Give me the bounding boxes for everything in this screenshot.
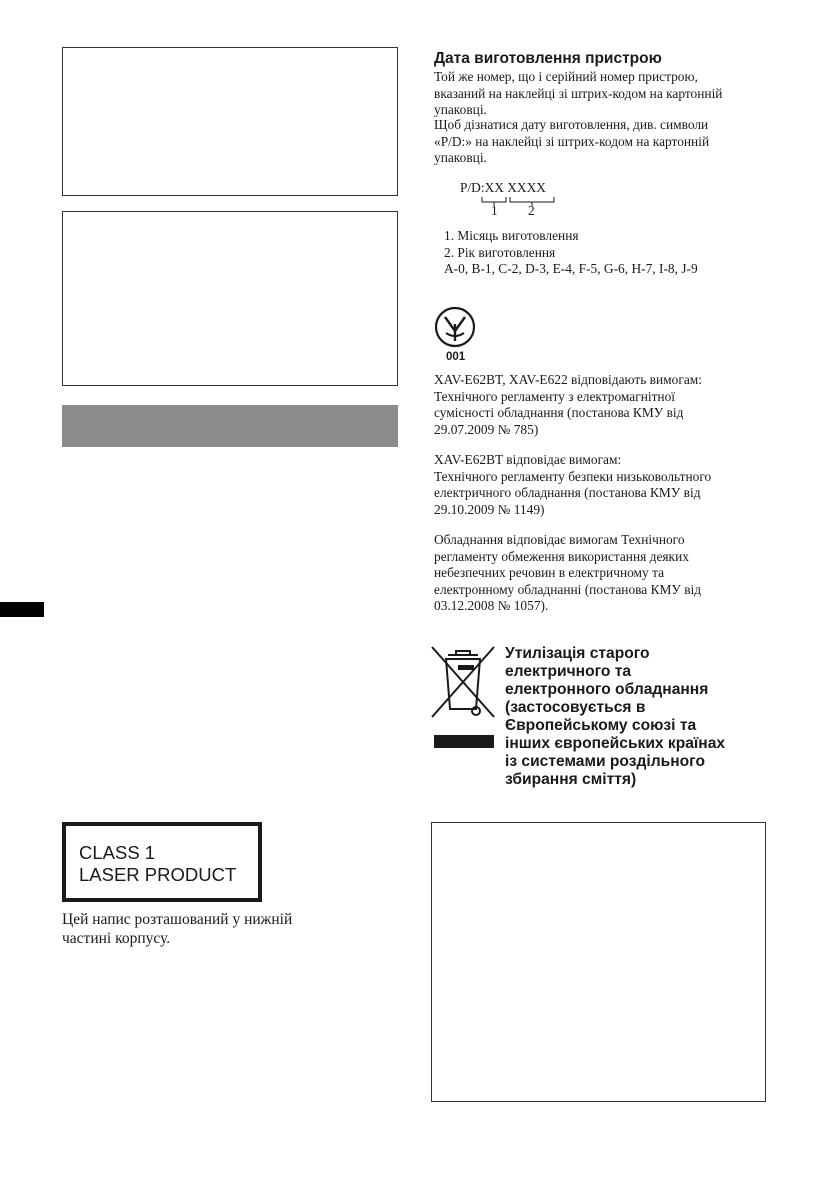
pd-legend-codes: A-0, B-1, C-2, D-3, E-4, F-5, G-6, H-7, I-8, J-9 (444, 261, 698, 277)
pd-marker-2: 2 (528, 203, 535, 218)
notice-box-bottom-right (431, 822, 766, 1102)
notice-box-top (62, 47, 398, 196)
compliance-para-3: Обладнання відповідає вимогам Технічного регламенту обмеження використання деяких небезпечних речовин в електричному та електронному обладнанні (постанова КМУ від 03.12.2008 № 1057). (434, 532, 702, 614)
date-heading: Дата виготовлення пристрою (434, 50, 662, 67)
pd-legend-year: 2. Рік виготовлення (444, 244, 556, 260)
pd-marker-1: 1 (491, 203, 498, 218)
pd-legend (444, 228, 698, 278)
laser-label-caption: Цей напис розташований у нижній частині корпусу. (62, 911, 293, 947)
crossed-out-wheelie-bin-icon (430, 643, 498, 753)
pd-legend-month: 1. Місяць виготовлення (444, 228, 579, 243)
page-edge-tab (0, 602, 44, 617)
ukrainian-conformity-mark-icon (432, 305, 480, 351)
pd-month-code: XX (484, 180, 504, 195)
laser-class: CLASS 1 (79, 842, 156, 863)
compliance-para-2: XAV-E62BT відповідає вимогам: Технічного регламенту безпеки низьковольтного електричного обладнання (постанова КМУ від 29.10.2009 № 1149) (434, 452, 712, 517)
cert-number: 001 (446, 351, 466, 363)
date-para-2: Щоб дізнатися дату виготовлення, див. символи «P/D:» на наклейці зі штрих-кодом на картонній упаковці. (434, 117, 710, 166)
disposal-heading: Утилізація старого електричного та електронного обладнання (застосовується в Європейському союзі та інших європейських країнах із системами роздільного збирання сміття) (505, 645, 726, 788)
laser-product-label (62, 822, 262, 902)
laser-product-text: LASER PRODUCT (79, 864, 237, 885)
date-para-1: Той же номер, що і серійний номер пристрою, вказаний на наклейці зі штрих-кодом на картонній упаковці. (434, 69, 723, 118)
section-header-bar (62, 405, 398, 447)
compliance-para-1: XAV-E62BT, XAV-E622 відповідають вимогам: Технічного регламенту з електромагнітної сумісності обладнання (постанова КМУ від 29.07.2009 № 785) (434, 372, 702, 437)
pd-prefix: P/D: (460, 180, 485, 195)
pd-year-code: XXXX (507, 180, 546, 195)
notice-box-middle (62, 211, 398, 386)
